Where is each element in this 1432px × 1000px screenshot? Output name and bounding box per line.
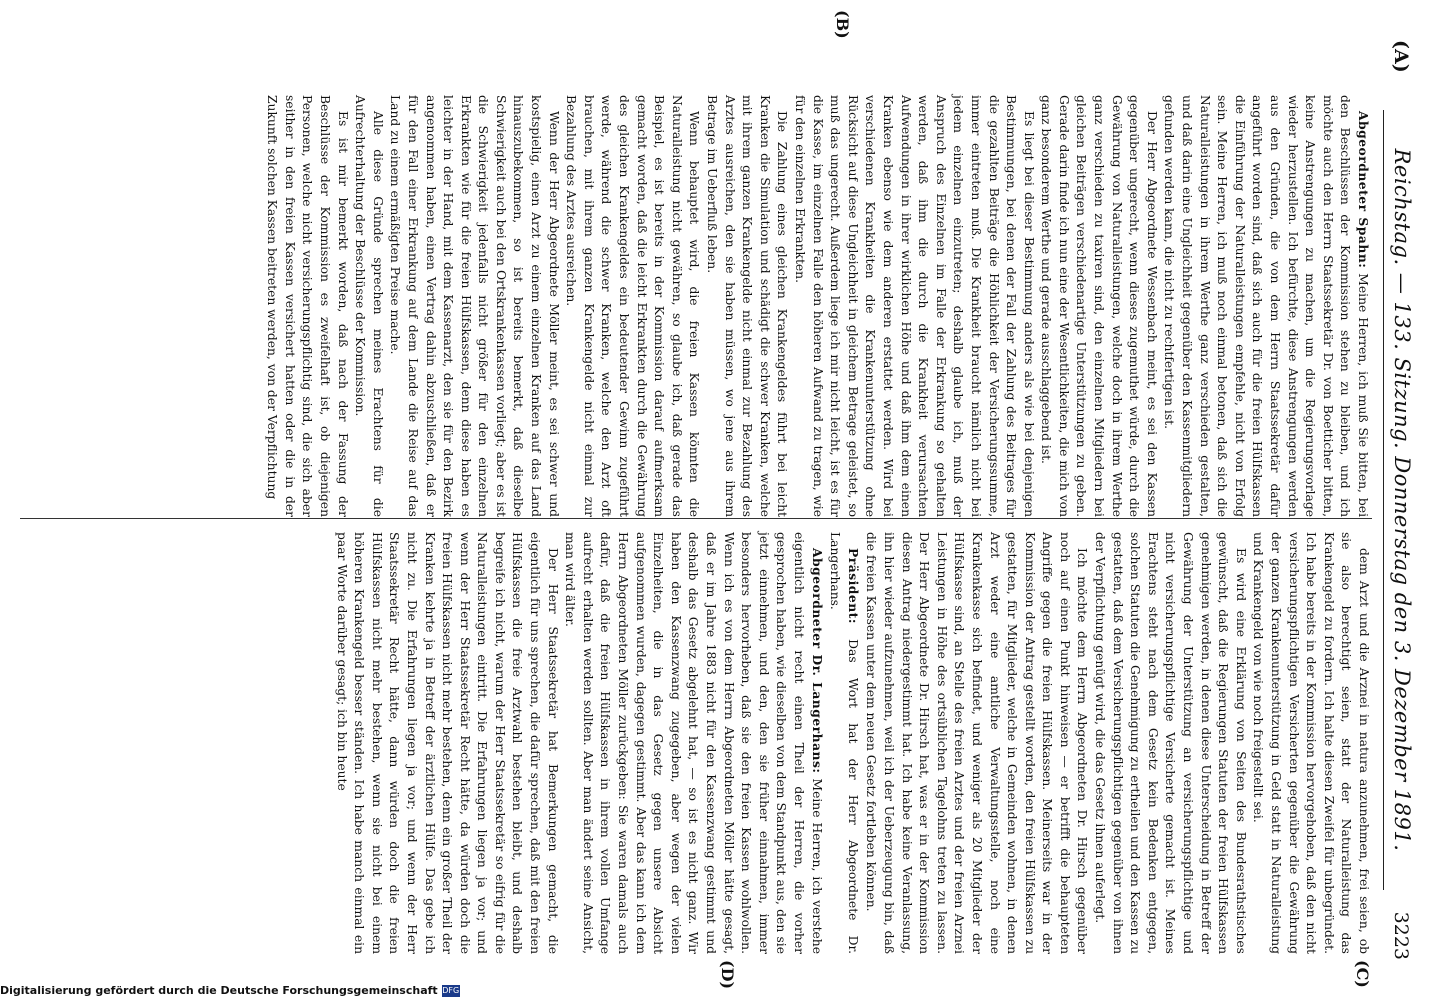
paragraph-text: Das Wort hat der Herr Abgeordnete Dr. Langerhans.	[828, 532, 860, 954]
header-rule	[1383, 110, 1384, 890]
margin-mark-c: (C)	[1353, 960, 1372, 988]
paragraph	[332, 532, 561, 954]
text-column-left	[263, 95, 1372, 517]
paragraph-text: Der Herr Abgeordnete Wessenbach meint, es sei den Kassen gegenüber ungerecht, wenn dieses zugemuthet würde, durch die Gewährung von Naturalleistungen, welche doch in ihrem Werthe ganz verschieden zu taxiren sind, den einzelnen Mitgliedern bei gleichen Beiträgen verschiedenartige Unterstützungen zu geben. Gerade darin finde ich nun eine der Wesentlichkeiten, die mich von ganz besonderem Werthe und gerade ausschlaggebend ist.	[1039, 95, 1159, 517]
paragraph-text: dem Arzt und die Arznei in natura anzunehmen, frei seien, ob sie also berechtigt seien, statt der Naturalleistung das Krankengeld zu fordern. Ich halte diesen Zweifel für unbegründet. Ich habe bereits in der Kommission hervorgehoben, daß den nicht versicherungspflichtigen Versicherten gegenüber die Gewährung der ganzen Krankenunterstützung in Geld statt in Naturalleistung und Krankengeld von wie noch freigestellt sei.	[1251, 532, 1371, 954]
paragraph	[386, 95, 562, 517]
left-margin-marker: (A)	[1390, 40, 1412, 73]
page-number: 3223	[1390, 911, 1412, 960]
paragraph-text: Es liegt bei dieser Bestimmung anders als wie bei denjenigen Bestimmungen, bei denen der Fall der Zahlung des Beitrages für die gezahlten Beiträge die Höhlichkeit der Versicherungssumme, immer eintreten muß. Die Krankheit braucht nämlich nicht bei jedem einzelnen einzutreten; deshalb glaube ich, muß der Anspruch des Einzelnen im Falle der Erkrankung so gehalten werden, daß ihm die durch die Krankheit verursachten Aufwendungen in ihrer wirklichen Höhe und daß ihm dem einen Kranken ebenso wie dem anderen erstattet werden. Wird bei verschiedenen Krankheiten die Krankenunterstützung ohne Rücksicht auf diese Ungleichheit in gleichem Betrage geleistet, so muß das ungerecht. Außerdem liege ich mir nicht leicht, ist es für die Kasse, im einzelnen Falle den höheren Aufwand zu tragen, wie für den einzelnen Erkrankten.	[793, 95, 1036, 517]
margin-mark-b: (B)	[833, 10, 852, 39]
paragraph-text: Der Herr Staatssekretär hat Bemerkungen gemacht, die eigentlich für uns sprechen, die dafür sprechen, daß mit den freien Hülfskassen die freie Arztwahl bestehen bleibt, und deshalb begreife ich nicht, warum der Herr Staatssekretär so eifrig für die Naturalleistungen eintritt. Die Erfahrungen liegen ja vor; und wenn der Herr Staatssekretär Recht hätte, da würden doch die freien Hülfskassen nicht mehr bestehen, denn ein großer Theil der Kranken kehrte ja in Betreff der ärztlichen Hülfe. Das gebe ich nicht zu. Die Erfahrungen liegen ja vor; und wenn der Herr Staatssekretär Recht hätte, dann würden doch die freien Hülfskassen nicht mehr bestehen, wenn sie nicht bei einem höheren Krankengeld besser ständen. Ich habe manch einmal ein paar Worte darüber gesagt; ich bin heute	[334, 532, 560, 954]
paragraph	[826, 532, 862, 954]
paragraph	[1249, 532, 1372, 954]
speaker-name: Abgeordneter Spahn:	[1356, 111, 1371, 269]
column-divider	[20, 518, 1372, 519]
paragraph-text: Wenn behauptet wird, die freien Kassen könnten die Naturalleistung nicht gewähren, so glaube ich, daß gerade das Beispiel, es ist bereits in der Kommission darauf aufmerksam gemacht worden, daß die leicht Erkrankten durch die Gewährung des gleichen Krankengeldes ein bedeutender Gewinn zugeführt werde, während die schwer Kranken, welche den Arzt oft brauchen, mit ihrem ganzen Krankengelde nicht einmal zur Bezahlung des Arztes ausreichen.	[564, 95, 702, 517]
paragraph	[263, 95, 351, 517]
paragraph-text: Es wird eine Erklärung von Seiten des Bundesrathstisches gewünscht, daß die Regierungen Statuten der freien Hülfskassen genehmigen werden, in denen diese Unterscheidung in Betreff der Gewährung der Unterstützung an versicherungspflichtige und nicht versicherungspflichtige Versicherte gemacht ist. Meines Erachtens steht nach dem Gesetz kein Bedenken entgegen, solchen Statuten die Genehmigung zu ertheilen und den Kassen zu gestatten, daß dem Versicherungspflichtigen gegenüber von ihnen der Verpflichtung genügt wird, die das Gesetz ihnen auferlegt.	[1093, 532, 1248, 954]
text-column-right	[332, 532, 1372, 954]
paragraph	[562, 95, 703, 517]
speaker-name: Präsident:	[845, 548, 861, 624]
paragraph-text: Ich möchte dem Herrn Abgeordneten Dr. Hirsch gegenüber noch auf einen Punkt hinweisen — er betrifft die behaupteten Angriffe gegen die freien Hülfskassen. Meinerseits war in der Kommission der Antrag gestellt worden, den freien Hülfskassen zu gestatten, für Mitglieder, welche in Gemeinden wohnen, in denen Arzt weder eine amtliche Verwaltungsstelle, noch eine Krankenkasse sich befindet, und weniger als 20 Mitglieder der Hülfskasse sind, an Stelle des freien Arztes und der freien Arznei Leistungen in Höhe des ortsüblichen Tagelohns treten zu lassen. Der Herr Abgeordnete Dr. Hirsch hat, was er in der Kommission diesen Antrag niedergestimmt hat. Ich habe keine Veranlassung, ihn hier wieder aufzunehmen, weil ich der Ueberzeugung bin, daß die freien Kassen unter dem neuen Gesetz fortleben können.	[864, 532, 1090, 954]
paragraph-text: Alle diese Gründe sprechen meines Erachtens für die Aufrechterhaltung der Beschlüsse der Kommission.	[353, 95, 385, 517]
page-header	[1382, 40, 1418, 960]
speaker-name: Abgeordneter Dr. Langerhans:	[809, 548, 825, 774]
paragraph	[1160, 95, 1372, 517]
paragraph	[862, 532, 1091, 954]
paragraph-text: Meine Herren, ich verstehe eigentlich nicht recht einen Theil der Herren, die vorher gesprochen haben, wie dieselben von dem Standpunkt aus, den sie jetzt einnehmen, und den, den sie früher einnahmen, immer besonders hervorheben, daß sie den freien Kassen wohlwollen. Wenn ich es von dem Herrn Abgeordneten Möller hätte gesagt, daß er im Jahre 1883 nicht für den Kassenzwang gestimmt und deshalb das Gesetz abgelehnt hat, — so ist es nicht ganz. Wir haben den Kassenzwang zugegeben, aber wegen der vielen Einzelheiten, die in das Gesetz gegen unsere Absicht aufgenommen wurden, dagegen gestimmt. Aber das kann ich dem Herrn Abgeordneten Möller zurückgeben: Sie waren damals auch dafür, daß die freien Hülfskassen in ihrem vollen Umfange aufrecht erhalten werden sollten. Aber man ändert seine Ansicht, man wird älter.	[563, 532, 824, 954]
paragraph	[561, 532, 826, 954]
margin-mark-d: (D)	[718, 960, 737, 990]
paragraph	[1091, 532, 1249, 954]
paragraph-text: Wenn der Herr Abgeordnete Möller meint, es sei schwer und kostspielig, einen Arzt zu einem einzelnen Kranken auf das Land hinauszubekommen, so ist bereits bemerkt, daß dieselbe Schwierigkeit auch bei den Ortskrankenkassen vorliegt; aber es ist die Schwierigkeit jedenfalls nicht größer für den einzelnen Erkrankten wie für die freien Hülfskassen, denn diese haben es leichter in der Hand, mit dem Kassenarzt, den sie für den Bezirk angenommen haben, einen Vertrag dahin abzuschließen, daß er für den Fall einer Erkrankung auf dem Lande die Reise auf das Land zu einem ermäßigten Preise mache.	[388, 95, 561, 517]
digitization-credit	[0, 984, 1432, 1000]
paragraph-text: Es ist mir bemerkt worden, daß nach der Fassung der Beschlüsse der Kommission es zweifelhaft ist, ob diejenigen Personen, welche nicht versicherungspflichtig sind, die sich aber seither in den freien Kassen versichert hatten oder die in der Zukunft solchen Kassen beitreten werden, von der Verpflichtung	[265, 95, 350, 517]
running-title: Reichstag. — 133. Sitzung. Donnerstag den 3. Dezember 1891.	[1390, 148, 1414, 852]
paragraph	[702, 95, 790, 517]
paragraph	[351, 95, 386, 517]
credit-text: Digitalisierung gefördert durch die Deutsche Forschungsgemeinschaft	[0, 984, 438, 997]
paragraph-text: Meine Herren, ich muß Sie bitten, bei den Beschlüssen der Kommission stehen zu bleiben, und ich möchte auch den Herrn Staatssekretär Dr. von Boetticher bitten, keine Anstrengungen zu machen, um die Regierungsvorlage wieder herzustellen. Ich befürchte, diese Anstrengungen werden aus den Gründen, die von dem Herrn Staatssekretär dafür angeführt worden sind, daß sich auch für die freien Hülfskassen die Einführung der Naturalleistungen empfehle, nicht von Erfolg sein. Meine Herren, ich muß noch einmal betonen, daß sich die Naturalleistungen in ihrem Werthe ganz verschieden gestalten, und daß darin eine Ungleichheit gegenüber den Kassenmitgliedern gefunden werden kann, die nicht zu rechtfertigen ist.	[1162, 95, 1370, 518]
paragraph	[790, 95, 1036, 517]
dfg-logo: DFG	[442, 986, 460, 995]
paragraph-text: Die Zahlung eines gleichen Krankengeldes führt bei leicht Kranken die Simulation und schädigt die schwer Kranken, welche mit ihrem ganzen Krankengelde nicht einmal zur Bezahlung des Arztes ausreichen, den sie haben müssen, wo jene aus ihrem Betrage im Ueberfluß leben.	[705, 95, 790, 517]
paragraph	[1037, 95, 1160, 517]
